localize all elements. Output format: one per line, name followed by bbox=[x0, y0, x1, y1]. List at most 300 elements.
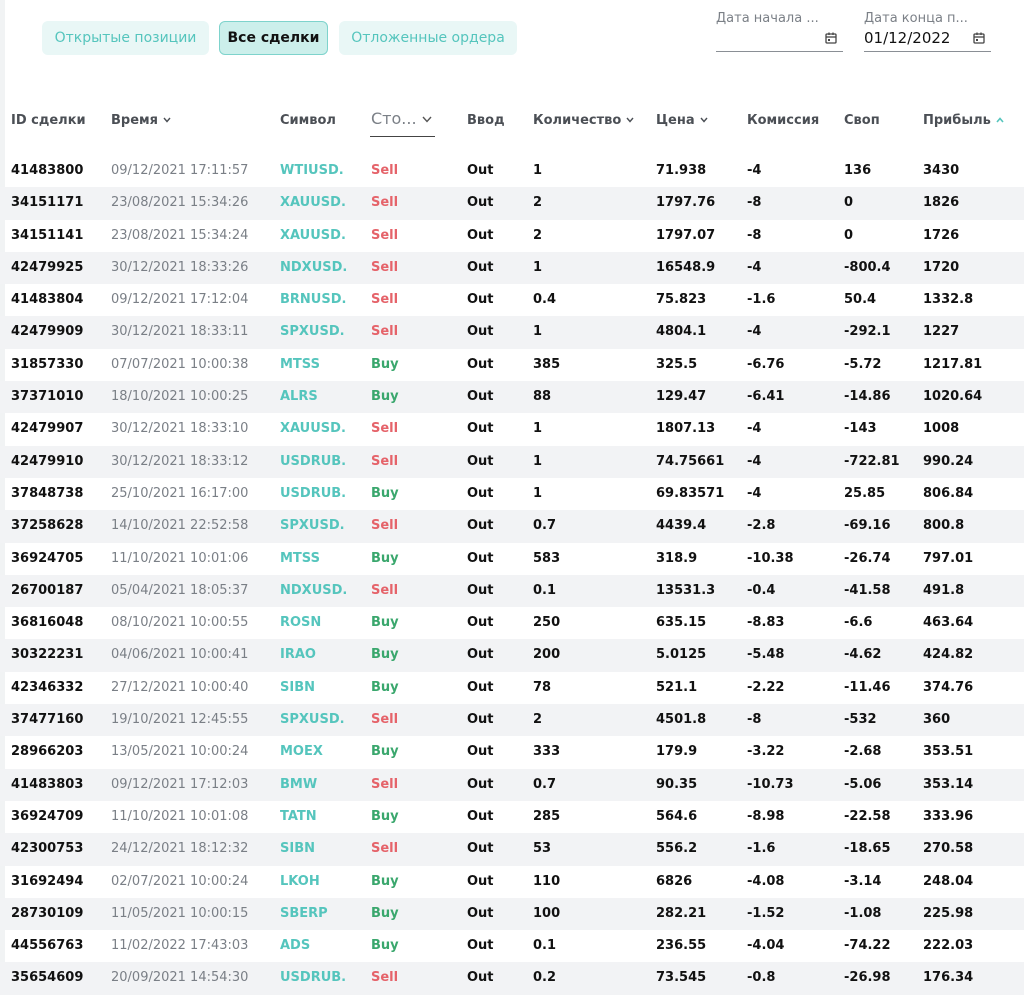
cell-deal-id: 31692494 bbox=[11, 873, 84, 889]
cell-quantity: 100 bbox=[533, 905, 561, 921]
cell-time: 09/12/2021 17:12:03 bbox=[111, 776, 249, 792]
cell-entry: Out bbox=[467, 938, 494, 954]
cell-entry: Out bbox=[467, 389, 494, 405]
cell-price: 5.0125 bbox=[656, 647, 707, 663]
cell-profit: 800.8 bbox=[923, 518, 965, 534]
cell-symbol[interactable]: NDXUSD. bbox=[280, 582, 348, 598]
cell-swap: -26.98 bbox=[844, 970, 891, 986]
cell-side: Buy bbox=[371, 485, 399, 501]
calendar-icon[interactable] bbox=[973, 32, 985, 44]
cell-time: 09/12/2021 17:11:57 bbox=[111, 163, 249, 178]
cell-quantity: 250 bbox=[533, 615, 561, 631]
cell-symbol[interactable]: USDRUB. bbox=[280, 453, 347, 469]
cell-deal-id: 41483804 bbox=[11, 292, 84, 308]
cell-profit: 222.03 bbox=[923, 938, 974, 954]
cell-side: Sell bbox=[371, 518, 399, 534]
table-row[interactable] bbox=[0, 930, 1024, 962]
cell-deal-id: 28730109 bbox=[11, 905, 84, 921]
cell-quantity: 1 bbox=[533, 453, 543, 469]
cell-commission: -6.76 bbox=[747, 356, 785, 372]
cell-profit: 1008 bbox=[923, 421, 960, 437]
cell-deal-id: 44556763 bbox=[11, 938, 84, 954]
table-row[interactable] bbox=[0, 187, 1024, 219]
cell-swap: 0 bbox=[844, 227, 854, 243]
cell-entry: Out bbox=[467, 195, 494, 211]
cell-deal-id: 30322231 bbox=[11, 647, 84, 663]
table-row[interactable] bbox=[0, 866, 1024, 898]
cell-price: 75.823 bbox=[656, 292, 707, 308]
cell-symbol[interactable]: SBERP bbox=[280, 905, 328, 921]
cell-commission: -5.48 bbox=[747, 647, 785, 663]
cell-price: 1807.13 bbox=[656, 421, 716, 437]
header-entry-label: Ввод bbox=[467, 112, 505, 128]
cell-symbol[interactable]: NDXUSD. bbox=[280, 259, 348, 275]
cell-side: Sell bbox=[371, 582, 399, 598]
chevron-up-icon bbox=[996, 117, 1004, 123]
cell-swap: -143 bbox=[844, 421, 877, 437]
cell-quantity: 1 bbox=[533, 163, 543, 178]
cell-quantity: 385 bbox=[533, 356, 561, 372]
header-swap-label: Своп bbox=[844, 112, 880, 128]
chevron-down-icon bbox=[626, 117, 634, 123]
cell-entry: Out bbox=[467, 550, 494, 566]
cell-symbol[interactable]: IRAO bbox=[280, 647, 316, 663]
cell-price: 6826 bbox=[656, 873, 693, 889]
header-symbol[interactable] bbox=[280, 103, 336, 137]
header-time[interactable] bbox=[111, 103, 171, 137]
header-entry[interactable] bbox=[467, 103, 505, 137]
header-quantity[interactable] bbox=[533, 103, 634, 137]
cell-deal-id: 34151171 bbox=[11, 195, 84, 211]
cell-quantity: 1 bbox=[533, 259, 543, 275]
cell-symbol[interactable]: WTIUSD. bbox=[280, 163, 344, 178]
header-price-label: Цена bbox=[656, 112, 695, 128]
cell-commission: -6.41 bbox=[747, 389, 785, 405]
cell-swap: -6.6 bbox=[844, 615, 873, 631]
cell-side: Sell bbox=[371, 227, 399, 243]
cell-quantity: 0.7 bbox=[533, 518, 557, 534]
cell-side: Sell bbox=[371, 970, 399, 986]
table-row[interactable] bbox=[0, 607, 1024, 639]
cell-commission: -4.04 bbox=[747, 938, 785, 954]
cell-price: 556.2 bbox=[656, 841, 698, 857]
cell-deal-id: 36816048 bbox=[11, 615, 84, 631]
cell-commission: -0.8 bbox=[747, 970, 776, 986]
cell-side: Sell bbox=[371, 841, 399, 857]
cell-deal-id: 28966203 bbox=[11, 744, 84, 760]
cell-swap: -26.74 bbox=[844, 550, 891, 566]
table-row[interactable] bbox=[0, 575, 1024, 607]
cell-side: Sell bbox=[371, 712, 399, 728]
cell-profit: 990.24 bbox=[923, 453, 974, 469]
cell-entry: Out bbox=[467, 970, 494, 986]
cell-entry: Out bbox=[467, 712, 494, 728]
cell-deal-id: 42346332 bbox=[11, 679, 84, 695]
table-row[interactable] bbox=[0, 543, 1024, 575]
cell-profit: 360 bbox=[923, 712, 951, 728]
date-end-value[interactable]: 01/12/2022 bbox=[864, 29, 951, 47]
cell-commission: -4 bbox=[747, 453, 762, 469]
cell-symbol[interactable]: BMW bbox=[280, 776, 318, 792]
cell-deal-id: 42300753 bbox=[11, 841, 84, 857]
table-row[interactable] bbox=[0, 801, 1024, 833]
tab-all-deals[interactable]: Все сделки bbox=[219, 21, 328, 55]
cell-deal-id: 37848738 bbox=[11, 485, 84, 501]
chevron-down-icon bbox=[700, 117, 708, 123]
cell-symbol[interactable]: SIBN bbox=[280, 841, 315, 857]
cell-profit: 353.51 bbox=[923, 744, 974, 760]
cell-swap: -1.08 bbox=[844, 905, 882, 921]
cell-deal-id: 26700187 bbox=[11, 582, 84, 598]
cell-entry: Out bbox=[467, 679, 494, 695]
header-commission[interactable] bbox=[747, 103, 819, 137]
deals-table-body bbox=[0, 155, 1024, 995]
cell-symbol[interactable]: MTSS bbox=[280, 356, 320, 372]
cell-deal-id: 37258628 bbox=[11, 518, 84, 534]
cell-commission: -2.22 bbox=[747, 679, 785, 695]
cell-commission: -1.6 bbox=[747, 841, 776, 857]
cell-entry: Out bbox=[467, 292, 494, 308]
cell-symbol[interactable]: SIBN bbox=[280, 679, 315, 695]
cell-time: 09/12/2021 17:12:04 bbox=[111, 292, 249, 308]
cell-time: 11/05/2021 10:00:15 bbox=[111, 905, 249, 921]
cell-commission: -2.8 bbox=[747, 518, 776, 534]
cell-swap: 136 bbox=[844, 163, 872, 178]
cell-price: 179.9 bbox=[656, 744, 698, 760]
cell-symbol[interactable]: ALRS bbox=[280, 389, 318, 405]
cell-profit: 424.82 bbox=[923, 647, 974, 663]
cell-profit: 806.84 bbox=[923, 485, 974, 501]
cell-profit: 176.34 bbox=[923, 970, 974, 986]
cell-side: Buy bbox=[371, 356, 399, 372]
cell-swap: -800.4 bbox=[844, 259, 891, 275]
chevron-down-icon bbox=[422, 116, 432, 123]
cell-side: Sell bbox=[371, 776, 399, 792]
cell-deal-id: 42479925 bbox=[11, 259, 84, 275]
header-id-label: ID сделки bbox=[11, 112, 86, 128]
table-row[interactable] bbox=[0, 769, 1024, 801]
cell-commission: -4.08 bbox=[747, 873, 785, 889]
cell-swap: -532 bbox=[844, 712, 877, 728]
table-row[interactable] bbox=[0, 704, 1024, 736]
cell-entry: Out bbox=[467, 259, 494, 275]
cell-time: 05/04/2021 18:05:37 bbox=[111, 582, 249, 598]
cell-entry: Out bbox=[467, 905, 494, 921]
cell-time: 23/08/2021 15:34:26 bbox=[111, 195, 249, 211]
date-end-label: Дата конца п... bbox=[864, 11, 968, 26]
cell-deal-id: 42479907 bbox=[11, 421, 84, 437]
cell-profit: 374.76 bbox=[923, 679, 974, 695]
table-row[interactable] bbox=[0, 478, 1024, 510]
cell-deal-id: 41483800 bbox=[11, 163, 84, 178]
table-row[interactable] bbox=[0, 349, 1024, 381]
cell-deal-id: 36924705 bbox=[11, 550, 84, 566]
header-quantity-label: Количество bbox=[533, 112, 622, 128]
cell-quantity: 0.4 bbox=[533, 292, 557, 308]
cell-commission: -8 bbox=[747, 195, 762, 211]
cell-price: 521.1 bbox=[656, 679, 698, 695]
date-end-underline bbox=[864, 51, 991, 52]
cell-quantity: 2 bbox=[533, 195, 543, 211]
cell-quantity: 333 bbox=[533, 744, 561, 760]
cell-price: 74.75661 bbox=[656, 453, 725, 469]
header-price[interactable] bbox=[656, 103, 708, 137]
cell-time: 11/02/2022 17:43:03 bbox=[111, 938, 249, 954]
cell-deal-id: 37477160 bbox=[11, 712, 84, 728]
cell-profit: 1227 bbox=[923, 324, 960, 340]
table-row[interactable] bbox=[0, 413, 1024, 445]
cell-time: 30/12/2021 18:33:26 bbox=[111, 259, 249, 275]
cell-entry: Out bbox=[467, 324, 494, 340]
table-row[interactable] bbox=[0, 381, 1024, 413]
cell-commission: -3.22 bbox=[747, 744, 785, 760]
cell-quantity: 0.1 bbox=[533, 938, 557, 954]
cell-commission: -10.38 bbox=[747, 550, 794, 566]
cell-time: 19/10/2021 12:45:55 bbox=[111, 712, 249, 728]
cell-quantity: 2 bbox=[533, 227, 543, 243]
cell-time: 08/10/2021 10:00:55 bbox=[111, 615, 249, 631]
cell-time: 13/05/2021 10:00:24 bbox=[111, 744, 249, 760]
cell-symbol[interactable]: XAUUSD. bbox=[280, 421, 346, 437]
cell-entry: Out bbox=[467, 163, 494, 178]
cell-quantity: 0.7 bbox=[533, 776, 557, 792]
cell-entry: Out bbox=[467, 841, 494, 857]
cell-symbol[interactable]: BRNUSD. bbox=[280, 292, 347, 308]
cell-swap: -11.46 bbox=[844, 679, 891, 695]
cell-symbol[interactable]: ROSN bbox=[280, 615, 322, 631]
date-start-underline bbox=[716, 51, 843, 52]
header-swap[interactable] bbox=[844, 103, 880, 137]
cell-side: Sell bbox=[371, 324, 399, 340]
cell-time: 11/10/2021 10:01:08 bbox=[111, 808, 249, 824]
cell-profit: 225.98 bbox=[923, 905, 974, 921]
header-id[interactable] bbox=[11, 103, 86, 137]
cell-symbol[interactable]: MOEX bbox=[280, 744, 323, 760]
cell-swap: -2.68 bbox=[844, 744, 882, 760]
cell-price: 325.5 bbox=[656, 356, 698, 372]
tab-pending-orders[interactable]: Отложенные ордера bbox=[339, 21, 517, 55]
cell-deal-id: 42479910 bbox=[11, 453, 84, 469]
cell-time: 25/10/2021 16:17:00 bbox=[111, 485, 249, 501]
cell-deal-id: 35654609 bbox=[11, 970, 84, 986]
cell-swap: -3.14 bbox=[844, 873, 882, 889]
cell-side: Buy bbox=[371, 873, 399, 889]
cell-quantity: 583 bbox=[533, 550, 561, 566]
calendar-icon[interactable] bbox=[825, 32, 837, 44]
cell-commission: -4 bbox=[747, 421, 762, 437]
cell-swap: 0 bbox=[844, 195, 854, 211]
cell-entry: Out bbox=[467, 744, 494, 760]
cell-profit: 797.01 bbox=[923, 550, 974, 566]
cell-profit: 270.58 bbox=[923, 841, 974, 857]
cell-price: 4439.4 bbox=[656, 518, 707, 534]
table-row[interactable] bbox=[0, 284, 1024, 316]
date-start-field[interactable] bbox=[716, 8, 843, 54]
cell-symbol[interactable]: SPXUSD. bbox=[280, 324, 345, 340]
cell-price: 318.9 bbox=[656, 550, 698, 566]
cell-quantity: 285 bbox=[533, 808, 561, 824]
cell-symbol[interactable]: MTSS bbox=[280, 550, 320, 566]
cell-quantity: 1 bbox=[533, 324, 543, 340]
cell-entry: Out bbox=[467, 615, 494, 631]
cell-side: Sell bbox=[371, 453, 399, 469]
cell-swap: -74.22 bbox=[844, 938, 891, 954]
cell-profit: 1726 bbox=[923, 227, 960, 243]
table-row[interactable] bbox=[0, 672, 1024, 704]
cell-price: 4501.8 bbox=[656, 712, 707, 728]
cell-quantity: 200 bbox=[533, 647, 561, 663]
cell-profit: 1826 bbox=[923, 195, 960, 211]
table-row[interactable] bbox=[0, 639, 1024, 671]
cell-entry: Out bbox=[467, 873, 494, 889]
cell-price: 71.938 bbox=[656, 163, 707, 178]
cell-time: 27/12/2021 10:00:40 bbox=[111, 679, 249, 695]
status-filter-select[interactable] bbox=[370, 103, 435, 137]
cell-symbol[interactable]: USDRUB. bbox=[280, 970, 347, 986]
cell-side: Sell bbox=[371, 195, 399, 211]
header-commission-label: Комиссия bbox=[747, 112, 820, 128]
cell-commission: -10.73 bbox=[747, 776, 794, 792]
cell-symbol[interactable]: TATN bbox=[280, 808, 317, 824]
cell-entry: Out bbox=[467, 582, 494, 598]
cell-side: Sell bbox=[371, 259, 399, 275]
cell-deal-id: 31857330 bbox=[11, 356, 84, 372]
cell-commission: -4 bbox=[747, 163, 762, 178]
table-row[interactable] bbox=[0, 898, 1024, 930]
cell-profit: 3430 bbox=[923, 163, 960, 178]
cell-price: 69.83571 bbox=[656, 485, 725, 501]
cell-swap: -69.16 bbox=[844, 518, 891, 534]
cell-profit: 1217.81 bbox=[923, 356, 983, 372]
cell-entry: Out bbox=[467, 421, 494, 437]
cell-price: 1797.07 bbox=[656, 227, 716, 243]
cell-price: 13531.3 bbox=[656, 582, 716, 598]
cell-swap: -292.1 bbox=[844, 324, 891, 340]
cell-entry: Out bbox=[467, 453, 494, 469]
cell-side: Buy bbox=[371, 905, 399, 921]
cell-entry: Out bbox=[467, 776, 494, 792]
cell-swap: -22.58 bbox=[844, 808, 891, 824]
header-profit[interactable] bbox=[923, 103, 1004, 137]
cell-profit: 491.8 bbox=[923, 582, 965, 598]
table-row[interactable] bbox=[0, 833, 1024, 865]
cell-price: 1797.76 bbox=[656, 195, 716, 211]
cell-swap: -4.62 bbox=[844, 647, 882, 663]
cell-quantity: 0.2 bbox=[533, 970, 557, 986]
cell-entry: Out bbox=[467, 808, 494, 824]
cell-symbol[interactable]: ADS bbox=[280, 938, 311, 954]
cell-profit: 248.04 bbox=[923, 873, 974, 889]
cell-side: Buy bbox=[371, 938, 399, 954]
cell-time: 14/10/2021 22:52:58 bbox=[111, 518, 249, 534]
cell-price: 635.15 bbox=[656, 615, 707, 631]
cell-swap: -41.58 bbox=[844, 582, 891, 598]
cell-deal-id: 41483803 bbox=[11, 776, 84, 792]
cell-side: Buy bbox=[371, 550, 399, 566]
cell-entry: Out bbox=[467, 647, 494, 663]
cell-symbol[interactable]: LKOH bbox=[280, 873, 320, 889]
cell-quantity: 110 bbox=[533, 873, 561, 889]
table-row[interactable] bbox=[0, 446, 1024, 478]
cell-quantity: 1 bbox=[533, 421, 543, 437]
cell-deal-id: 34151141 bbox=[11, 227, 84, 243]
cell-time: 30/12/2021 18:33:10 bbox=[111, 421, 249, 437]
header-time-label: Время bbox=[111, 112, 159, 128]
cell-swap: -5.72 bbox=[844, 356, 882, 372]
cell-symbol[interactable]: SPXUSD. bbox=[280, 518, 345, 534]
cell-price: 16548.9 bbox=[656, 259, 716, 275]
cell-symbol[interactable]: XAUUSD. bbox=[280, 227, 346, 243]
cell-price: 4804.1 bbox=[656, 324, 707, 340]
cell-commission: -4 bbox=[747, 324, 762, 340]
cell-quantity: 53 bbox=[533, 841, 552, 857]
cell-profit: 333.96 bbox=[923, 808, 974, 824]
cell-commission: -1.6 bbox=[747, 292, 776, 308]
table-row[interactable] bbox=[0, 220, 1024, 252]
cell-time: 24/12/2021 18:12:32 bbox=[111, 841, 249, 857]
cell-commission: -0.4 bbox=[747, 582, 776, 598]
cell-side: Buy bbox=[371, 744, 399, 760]
cell-commission: -8.83 bbox=[747, 615, 785, 631]
cell-entry: Out bbox=[467, 227, 494, 243]
cell-symbol[interactable]: XAUUSD. bbox=[280, 195, 346, 211]
cell-time: 02/07/2021 10:00:24 bbox=[111, 873, 249, 889]
cell-side: Buy bbox=[371, 615, 399, 631]
cell-side: Buy bbox=[371, 647, 399, 663]
cell-quantity: 2 bbox=[533, 712, 543, 728]
cell-deal-id: 36924709 bbox=[11, 808, 84, 824]
cell-profit: 463.64 bbox=[923, 615, 974, 631]
cell-time: 30/12/2021 18:33:11 bbox=[111, 324, 249, 340]
cell-quantity: 0.1 bbox=[533, 582, 557, 598]
cell-time: 30/12/2021 18:33:12 bbox=[111, 453, 249, 469]
cell-time: 18/10/2021 10:00:25 bbox=[111, 389, 249, 405]
cell-time: 11/10/2021 10:01:06 bbox=[111, 550, 249, 566]
cell-price: 564.6 bbox=[656, 808, 698, 824]
cell-symbol[interactable]: USDRUB. bbox=[280, 485, 347, 501]
table-row[interactable] bbox=[0, 155, 1024, 187]
cell-symbol[interactable]: SPXUSD. bbox=[280, 712, 345, 728]
date-end-field[interactable] bbox=[864, 8, 991, 54]
cell-profit: 1332.8 bbox=[923, 292, 974, 308]
cell-time: 20/09/2021 14:54:30 bbox=[111, 970, 249, 986]
cell-entry: Out bbox=[467, 485, 494, 501]
cell-swap: -722.81 bbox=[844, 453, 900, 469]
header-profit-label: Прибыль bbox=[923, 112, 991, 128]
table-row[interactable] bbox=[0, 736, 1024, 768]
cell-side: Buy bbox=[371, 679, 399, 695]
cell-swap: -5.06 bbox=[844, 776, 882, 792]
cell-side: Sell bbox=[371, 421, 399, 437]
cell-profit: 1720 bbox=[923, 259, 960, 275]
cell-side: Sell bbox=[371, 163, 399, 178]
cell-price: 90.35 bbox=[656, 776, 698, 792]
cell-quantity: 78 bbox=[533, 679, 552, 695]
cell-time: 23/08/2021 15:34:24 bbox=[111, 227, 249, 243]
table-row[interactable] bbox=[0, 510, 1024, 542]
cell-swap: -14.86 bbox=[844, 389, 891, 405]
cell-price: 282.21 bbox=[656, 905, 707, 921]
tab-open-positions[interactable]: Открытые позиции bbox=[42, 21, 209, 55]
header-symbol-label: Символ bbox=[280, 112, 336, 128]
table-row[interactable] bbox=[0, 316, 1024, 348]
cell-commission: -4 bbox=[747, 259, 762, 275]
cell-time: 07/07/2021 10:00:38 bbox=[111, 356, 249, 372]
table-row[interactable] bbox=[0, 252, 1024, 284]
cell-swap: -18.65 bbox=[844, 841, 891, 857]
cell-swap: 50.4 bbox=[844, 292, 877, 308]
date-start-label: Дата начала ... bbox=[716, 11, 819, 26]
